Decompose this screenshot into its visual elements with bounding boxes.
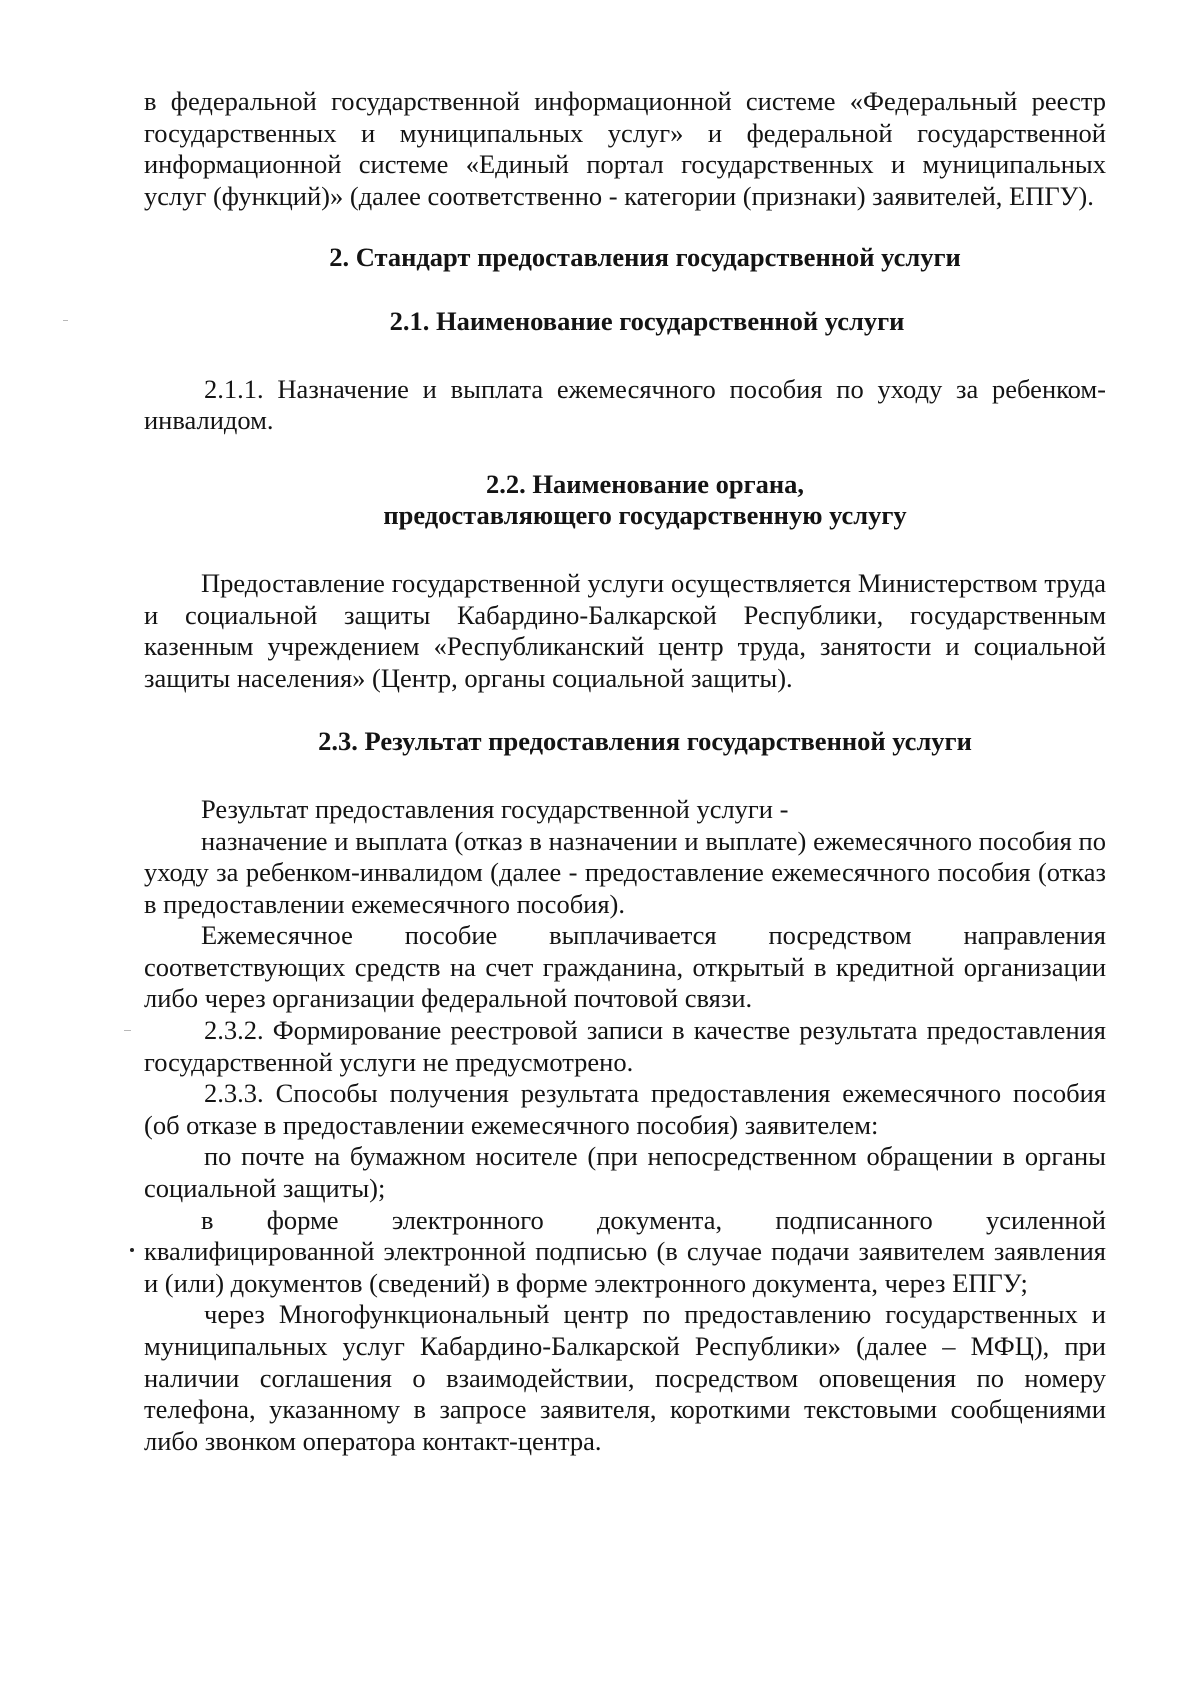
scan-artifact-mark (63, 320, 68, 321)
paragraph-2-3-lead: Результат предоставления государственной услуги - (201, 793, 789, 824)
paragraph-2-3-3: 2.3.3. Способы получения результата предоставления ежемесячного пособия (об отказе в предоставлении ежемесячного пособия) заявителем: (144, 1078, 1106, 1140)
section-2-heading: 2. Стандарт предоставления государственной услуги (329, 242, 961, 273)
section-2-2-heading-line-2: предоставляющего государственную услугу (383, 500, 907, 531)
list-item-by-mail: по почте на бумажном носителе (при непосредственном обращении в органы социальной защиты); (144, 1141, 1106, 1204)
paragraph-2-3-result: назначение и выплата (отказ в назначении и выплате) ежемесячного пособия по уходу за ребенком-инвалидом (далее - предоставление ежемесячного пособия (отказ в предоставлении ежемесячного пособия). (144, 825, 1106, 919)
section-2-3-heading: 2.3. Результат предоставления государственной услуги (318, 726, 972, 757)
section-2-1-heading: 2.1. Наименование государственной услуги (389, 305, 905, 336)
list-item-electronic: в форме электронного документа, подписанного усиленной квалифицированной электронной подписью (в случае подачи заявителем заявления и (или) документов (сведений) в форме электронного документа, через ЕПГУ; (144, 1204, 1106, 1298)
section-2-2-heading-line-1: 2.2. Наименование органа, (485, 468, 805, 499)
section-2-2-heading (184, 469, 1106, 532)
document-body (144, 86, 1106, 1457)
scan-artifact-dot (130, 1248, 134, 1252)
paragraph-2-3-payment: Ежемесячное пособие выплачивается посредством направления соответствующих средств на счет гражданина, открытый в кредитной организации либо через организации федеральной почтовой связи. (144, 920, 1106, 1014)
paragraph-2-2-provider: Предоставление государственной услуги осуществляется Министерством труда и социальной защиты Кабардино-Балкарской Республики, государственным казенным учреждением «Республиканский центр труда, занятости и социальной защиты населения» (Центр, органы социальной защиты). (144, 567, 1106, 693)
scan-artifact-mark (124, 1030, 131, 1031)
paragraph-2-1-1: 2.1.1. Назначение и выплата ежемесячного пособия по уходу за ребенком-инвалидом. (144, 373, 1106, 436)
list-item-mfc: через Многофункциональный центр по предоставлению государственных и муниципальных услуг Кабардино-Балкарской Республики» (далее – МФЦ), при наличии соглашения о взаимодействии, посредством оповещения по номеру телефона, указанному в запросе заявителя, короткими текстовыми сообщениями либо звонком оператора контакт-центра. (144, 1299, 1106, 1456)
paragraph-2-3-2: 2.3.2. Формирование реестровой записи в качестве результата предоставления государственной услуги не предусмотрено. (144, 1015, 1106, 1077)
intro-paragraph: в федеральной государственной информационной системе «Федеральный реестр государственных и муниципальных услуг» и федеральной государственной информационной системе «Единый портал государственных и муниципальных услуг (функций)» (далее соответственно - категории (признаки) заявителей, ЕПГУ). (144, 86, 1106, 211)
